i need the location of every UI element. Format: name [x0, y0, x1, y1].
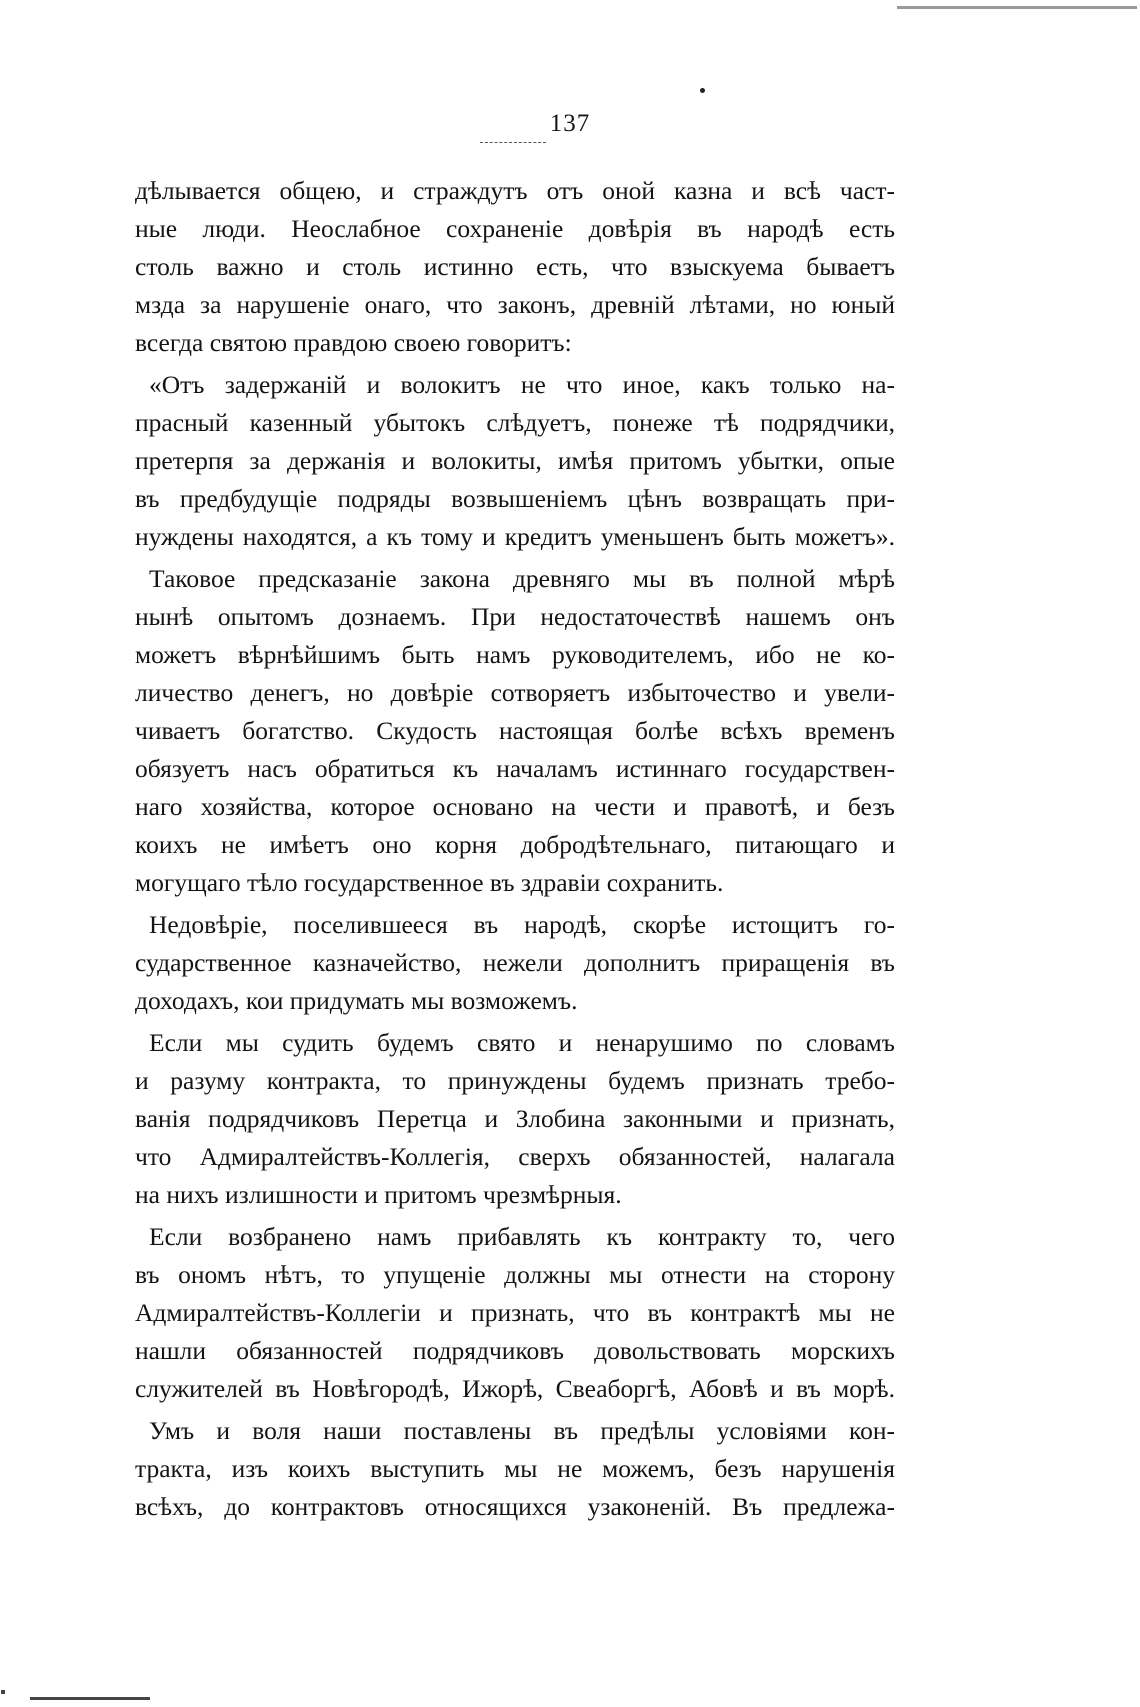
- text-line: столь важно и столь истинно есть, что взыскуема бываетъ: [135, 252, 895, 281]
- text-line: сударственное казначейство, нежели дополнитъ приращенія въ: [135, 948, 895, 977]
- text-line: въ ономъ нѣтъ, то упущеніе должны мы отнести на сторону: [135, 1260, 895, 1289]
- text-line: всегда святою правдою своею говоритъ:: [135, 328, 572, 357]
- paragraph-2-quote: [135, 366, 895, 556]
- scan-edge-mark: [1, 1690, 5, 1694]
- scan-edge-rule: [897, 6, 1137, 9]
- text-line: Адмиралтействъ-Коллегіи и признать, что въ контрактѣ мы не: [135, 1298, 895, 1327]
- text-line: ванія подрядчиковъ Перетца и Злобина законными и признать,: [135, 1104, 895, 1133]
- text-line: служителей въ Новѣгородѣ, Ижорѣ, Свеаборгѣ, Абовѣ и въ морѣ.: [135, 1374, 895, 1403]
- paragraph-6: [135, 1218, 895, 1408]
- page-number: 137: [549, 110, 591, 137]
- text-line: въ предбудущіе подряды возвышеніемъ цѣнъ возвращать при-: [135, 484, 895, 513]
- text-line: коихъ не имѣетъ оно корня добродѣтельнаго, питающаго и: [135, 830, 895, 859]
- text-line: могущаго тѣло государственное въ здравіи сохранить.: [135, 868, 724, 897]
- text-line: что Адмиралтействъ-Коллегія, сверхъ обязанностей, налагала: [135, 1142, 895, 1171]
- text-line: дѣлывается общею, и страждутъ отъ оной казна и всѣ част-: [135, 176, 895, 205]
- text-line: всѣхъ, до контрактовъ относящихся узаконеній. Въ предлежа-: [135, 1492, 895, 1521]
- page-number-rule: [480, 142, 546, 143]
- text-line: обязуетъ насъ обратиться къ началамъ истиннаго государствен-: [135, 754, 895, 783]
- text-line: личество денегъ, но довѣріе сотворяетъ избыточество и увели-: [135, 678, 895, 707]
- paragraph-5: [135, 1024, 895, 1214]
- text-line: Умъ и воля наши поставлены въ предѣлы условіями кон-: [149, 1416, 895, 1445]
- text-line: ные люди. Неослабное сохраненіе довѣрія въ народѣ есть: [135, 214, 895, 243]
- paragraph-4: [135, 906, 895, 1020]
- text-line: и разуму контракта, то принуждены будемъ признать требо-: [135, 1066, 895, 1095]
- paragraph-3: [135, 560, 895, 902]
- text-line: доходахъ, кои придумать мы возможемъ.: [135, 986, 578, 1015]
- text-line: на нихъ излишности и притомъ чрезмѣрныя.: [135, 1180, 622, 1209]
- paragraph-1: [135, 172, 895, 362]
- body-text: [135, 172, 895, 1530]
- text-line: нашли обязанностей подрядчиковъ довольствовать морскихъ: [135, 1336, 895, 1365]
- text-line: можетъ вѣрнѣйшимъ быть намъ руководителемъ, ибо не ко-: [135, 640, 895, 669]
- paragraph-7: [135, 1412, 895, 1526]
- text-line: нуждены находятся, а къ тому и кредитъ уменьшенъ быть можетъ».: [135, 522, 895, 551]
- text-line: Таковое предсказаніе закона древняго мы въ полной мѣрѣ: [149, 564, 895, 593]
- text-line: Недовѣріе, поселившееся въ народѣ, скорѣе истощитъ го-: [149, 910, 895, 939]
- text-line: прасный казенный убытокъ слѣдуетъ, понеже тѣ подрядчики,: [135, 408, 895, 437]
- ink-speck: [700, 88, 705, 93]
- text-line: чиваетъ богатство. Скудость настоящая болѣе всѣхъ временъ: [135, 716, 895, 745]
- text-line: претерпя за держанія и волокиты, имѣя притомъ убытки, опые: [135, 446, 895, 475]
- text-line: мзда за нарушеніе онаго, что законъ, древній лѣтами, но юный: [135, 290, 895, 319]
- scan-edge-mark: [30, 1697, 150, 1700]
- text-line: наго хозяйства, которое основано на чести и правотѣ, и безъ: [135, 792, 895, 821]
- text-line: нынѣ опытомъ дознаемъ. При недостаточествѣ нашемъ онъ: [135, 602, 895, 631]
- text-line: Если мы судить будемъ свято и ненарушимо по словамъ: [149, 1028, 895, 1057]
- text-line: «Отъ задержаній и волокитъ не что иное, какъ только на-: [149, 370, 895, 399]
- text-line: тракта, изъ коихъ выступить мы не можемъ, безъ нарушенія: [135, 1454, 895, 1483]
- text-line: Если возбранено намъ прибавлять къ контракту то, чего: [149, 1222, 895, 1251]
